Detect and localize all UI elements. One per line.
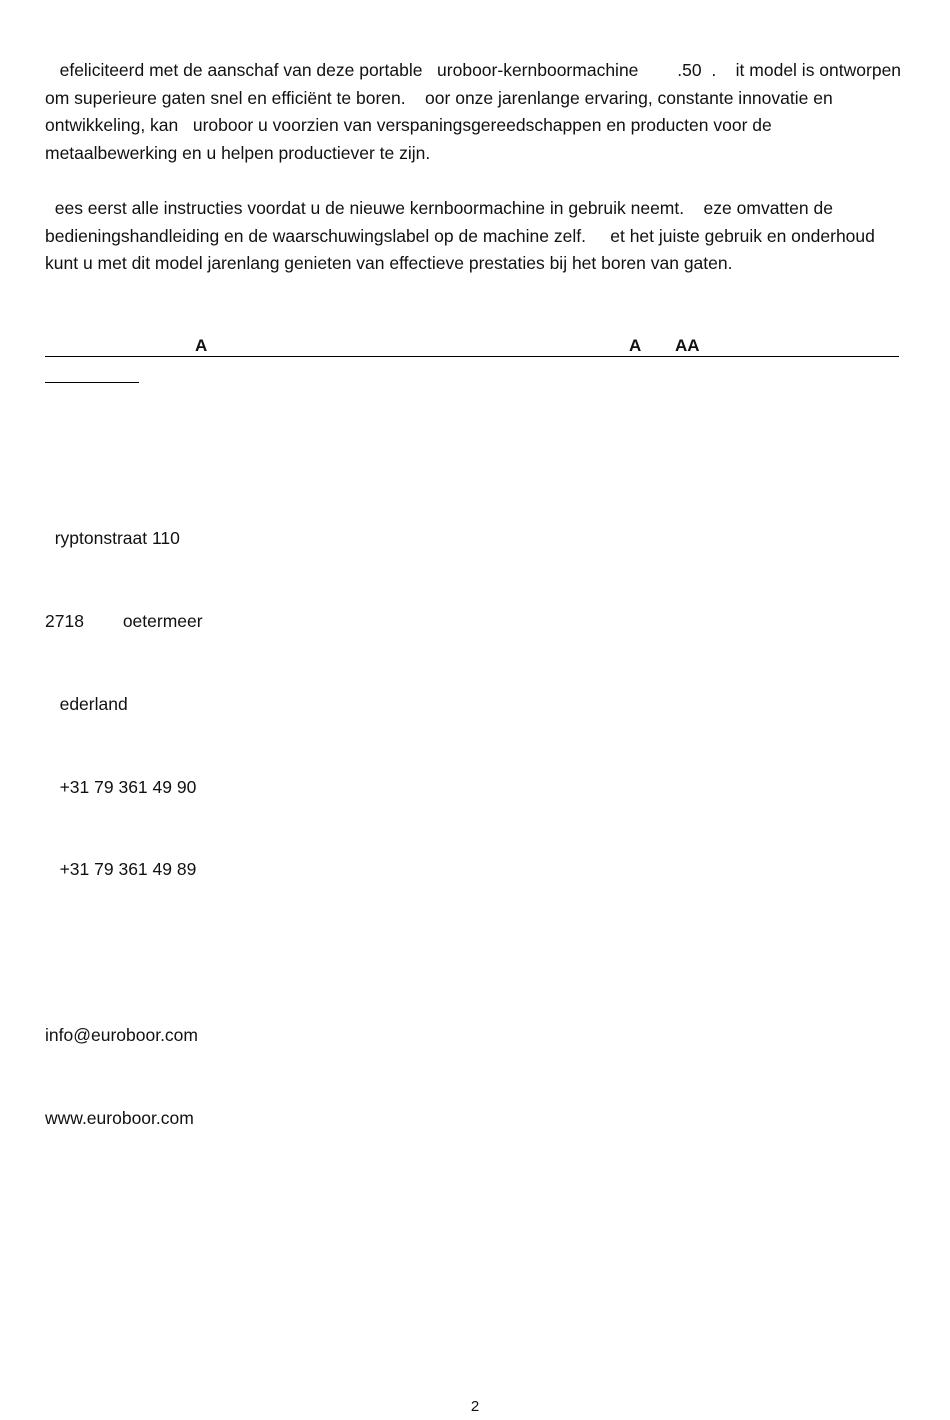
address-website[interactable]: www.euroboor.com	[45, 1107, 194, 1128]
heading-left-text: A	[195, 336, 208, 355]
address-spacer	[45, 939, 203, 967]
address-email[interactable]: info@euroboor.com	[45, 1024, 198, 1045]
address-block	[45, 470, 203, 1187]
address-fax: +31 79 361 49 89	[45, 859, 197, 880]
page-number: 2	[470, 1398, 480, 1415]
short-divider	[45, 382, 139, 383]
intro-paragraph-2: ees eerst alle instructies voordat u de nieuwe kernboormachine in gebruik neemt. eze omvatten de bedieningshandleiding en de waarschuwingslabel op de machine zelf. et het juiste gebruik en onderhoud kunt u met dit model jarenlang genieten van effectieve prestaties bij het boren van gaten.	[45, 198, 880, 274]
heading-right-text: AA	[675, 336, 700, 355]
section-heading-rule	[45, 334, 899, 357]
address-phone: +31 79 361 49 90	[45, 776, 197, 797]
address-postal-city: 2718 oetermeer	[45, 610, 203, 631]
address-country: ederland	[45, 693, 128, 714]
address-street: ryptonstraat 110	[45, 528, 180, 549]
heading-middle-text: A	[629, 336, 642, 355]
intro-paragraph-1: efeliciteerd met de aanschaf van deze portable uroboor-kernboormachine .50 . it model is ontworpen om superieure gaten snel en efficiënt te boren. oor onze jarenlange ervaring, constante innovatie en ontwikkeling, kan uroboor u voorzien van verspaningsgereedschappen en producten voor de metaalbewerking en u helpen productiever te zijn.	[45, 60, 906, 163]
